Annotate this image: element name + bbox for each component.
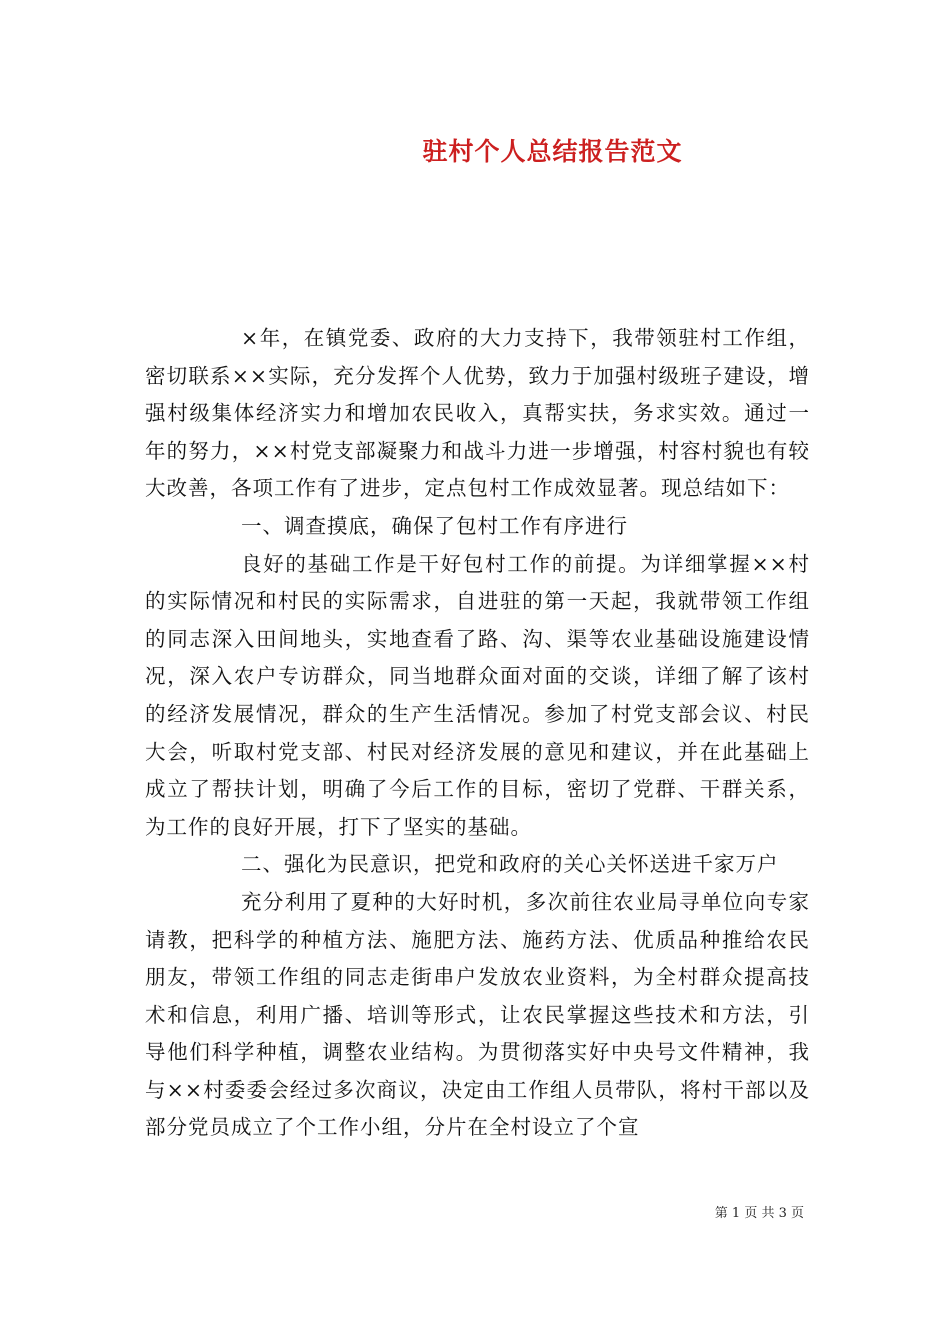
section-heading-2: 二、强化为民意识，把党和政府的关心关怀送进千家万户 bbox=[241, 852, 779, 877]
document-title: 驻村个人总结报告范文 bbox=[422, 137, 683, 166]
paragraph-intro: ×年，在镇党委、政府的大力支持下，我带领驻村工作组，密切联系××实际，充分发挥个人优势，致力于加强村级班子建设，增强村级集体经济实力和增加农民收入，真帮实扶，务求实效。通过一年的努力，××村党支部凝聚力和战斗力进一步增强，村容村貌也有较大改善，各项工作有了进步，定点包村工作成效显著。现总结如下： bbox=[145, 326, 810, 501]
page-number-footer: 第 1 页 共 3 页 bbox=[714, 1206, 804, 1221]
section-heading-1: 一、调查摸底，确保了包村工作有序进行 bbox=[241, 513, 628, 538]
paragraph-section-2: 充分利用了夏种的大好时机，多次前往农业局寻单位向专家请教，把科学的种植方法、施肥方法、施药方法、优质品种推给农民朋友，带领工作组的同志走街串户发放农业资料，为全村群众提高技术和信息，利用广播、培训等形式，让农民掌握这些技术和方法，引导他们科学种植，调整农业结构。为贯彻落实好中央号文件精神，我与××村委委会经过多次商议，决定由工作组人员带队，将村干部以及部分党员成立了个工作小组，分片在全村设立了个宣 bbox=[145, 889, 810, 1140]
paragraph-section-1: 良好的基础工作是干好包村工作的前提。为详细掌握××村的实际情况和村民的实际需求，自进驻的第一天起，我就带领工作组的同志深入田间地头，实地查看了路、沟、渠等农业基础设施建设情况，深入农户专访群众，同当地群众面对面的交谈，详细了解了该村的经济发展情况，群众的生产生活情况。参加了村党支部会议、村民大会，听取村党支部、村民对经济发展的意见和建议，并在此基础上成立了帮扶计划，明确了今后工作的目标，密切了党群、干群关系，为工作的良好开展，打下了坚实的基础。 bbox=[145, 551, 810, 839]
document-body bbox=[145, 320, 810, 1147]
